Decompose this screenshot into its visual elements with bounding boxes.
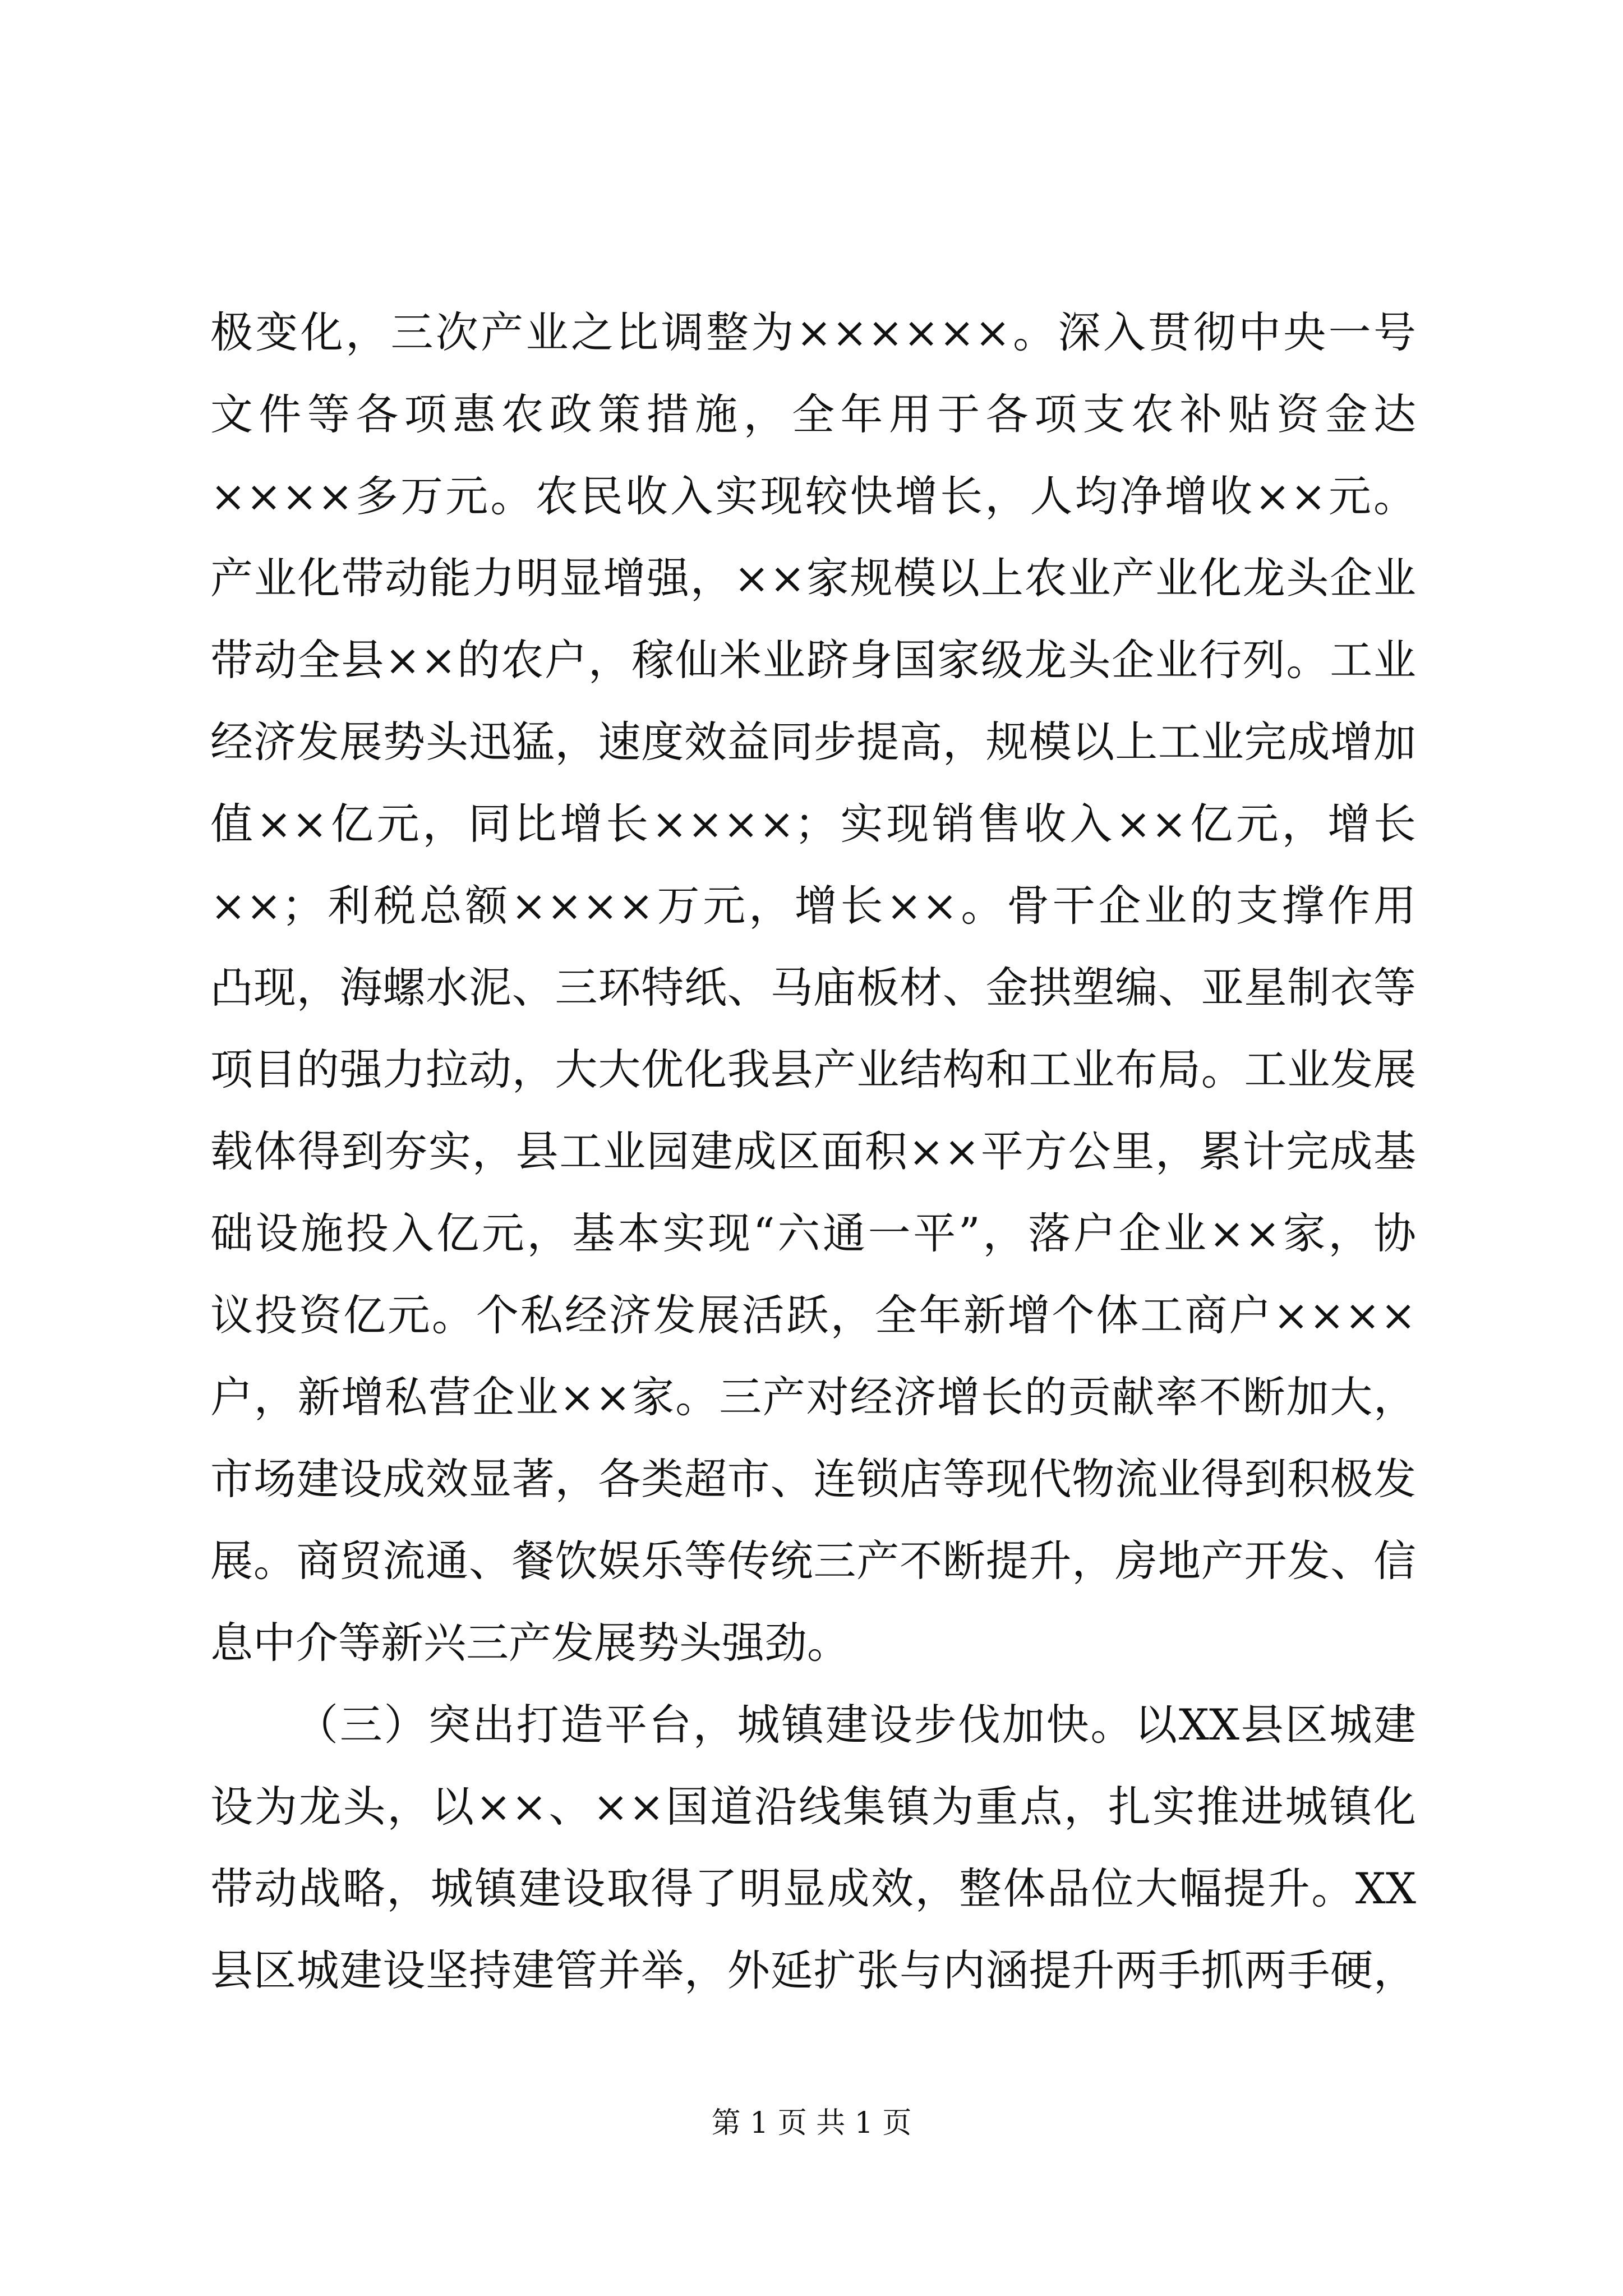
text-line: 带动全县××的农户，稼仙米业跻身国家级龙头企业行列。工业 [210,635,1416,685]
text-line: 文件等各项惠农政策措施，全年用于各项支农补贴资金达 [210,389,1416,439]
text-line: 凸现，海螺水泥、三环特纸、马庙板材、金拱塑编、亚星制衣等 [210,963,1416,1013]
text-line: 展。商贸流通、餐饮娱乐等传统三产不断提升，房地产开发、信 [210,1536,1416,1586]
text-line: 载体得到夯实，县工业园建成区面积××平方公里，累计完成基 [210,1126,1416,1176]
text-line: 户，新增私营企业××家。三产对经济增长的贡献率不断加大， [210,1372,1416,1422]
text-line: 经济发展势头迅猛，速度效益同步提高，规模以上工业完成增加 [210,717,1416,767]
section-heading-line: （三）突出打造平台，城镇建设步伐加快。以XX县区城建 [296,1700,1416,1750]
body-text [210,292,1416,2012]
text-line: 带动战略，城镇建设取得了明显成效，整体品位大幅提升。XX [210,1864,1416,1913]
text-line: ××××多万元。农民收入实现较快增长，人均净增收××元。 [210,471,1416,521]
text-line: 议投资亿元。个私经济发展活跃，全年新增个体工商户×××× [210,1290,1416,1340]
text-line: 息中介等新兴三产发展势头强劲。 [210,1618,850,1668]
text-line: 县区城建设坚持建管并举，外延扩张与内涵提升两手抓两手硬， [210,1945,1416,1995]
text-line: 设为龙头，以××、××国道沿线集镇为重点，扎实推进城镇化 [210,1782,1416,1832]
text-line: ××；利税总额××××万元，增长××。骨干企业的支撑作用 [210,881,1416,931]
text-line: 值××亿元，同比增长××××；实现销售收入××亿元，增长 [210,799,1416,849]
text-line: 市场建设成效显著，各类超市、连锁店等现代物流业得到积极发 [210,1454,1416,1504]
text-line: 产业化带动能力明显增强，××家规模以上农业产业化龙头企业 [210,553,1416,603]
text-line: 极变化，三次产业之比调整为××××××。深入贯彻中央一号 [210,307,1416,357]
text-line: 础设施投入亿元，基本实现“六通一平”，落户企业××家，协 [210,1208,1416,1258]
page-footer: 第 1 页 共 1 页 [711,2106,912,2140]
text-line: 项目的强力拉动，大大优化我县产业结构和工业布局。工业发展 [210,1045,1416,1094]
